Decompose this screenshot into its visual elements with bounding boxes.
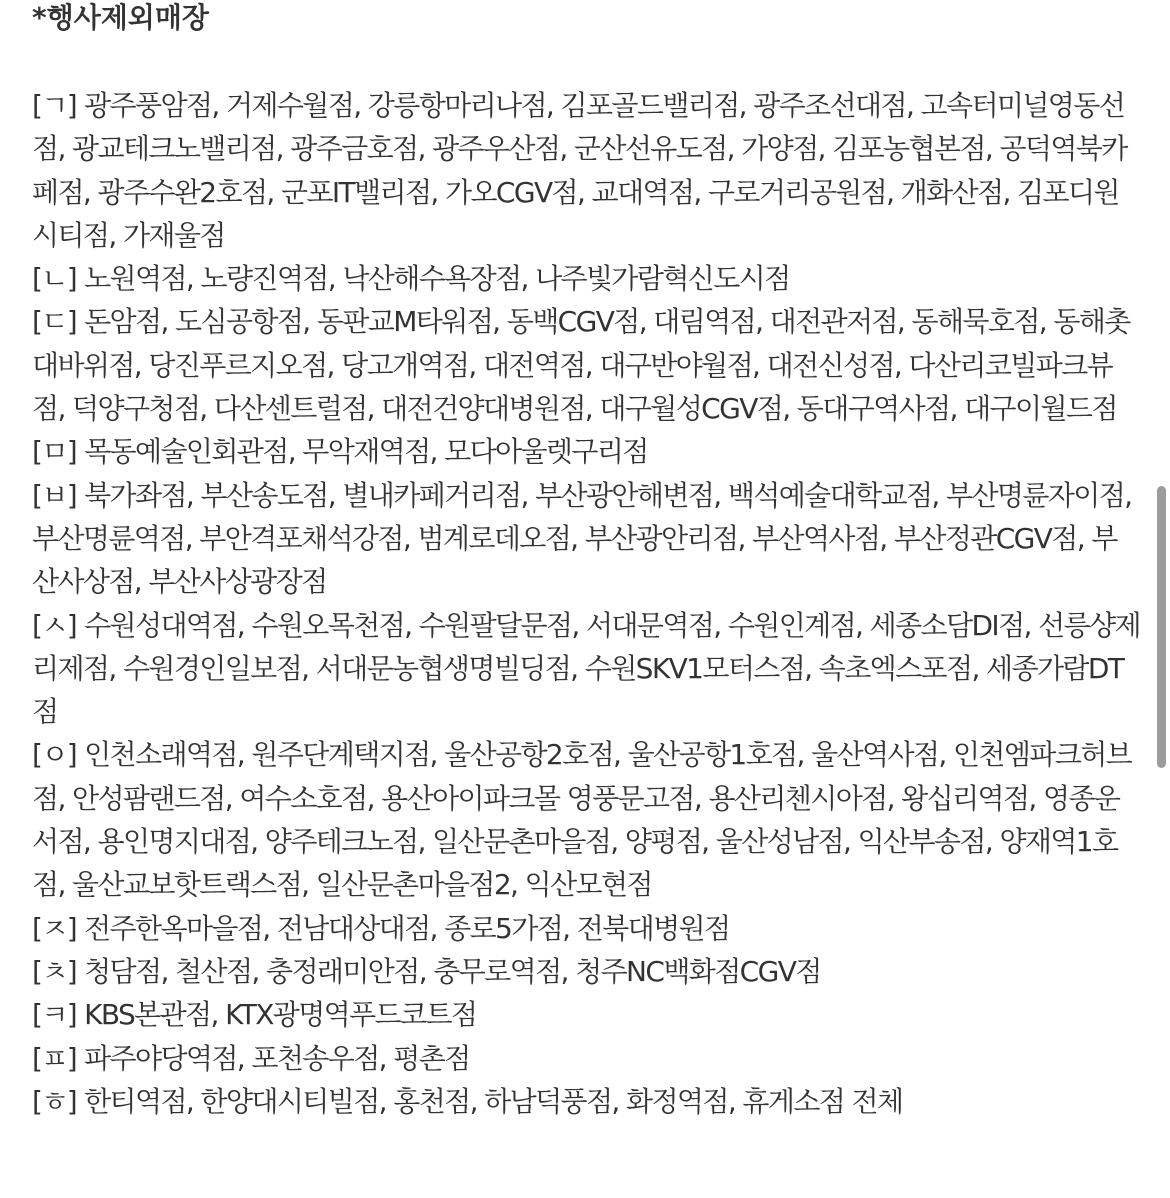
store-group-kieuk xyxy=(32,993,1140,1036)
store-group-giyeok xyxy=(32,84,1140,257)
group-index: [ㅈ] xyxy=(32,911,77,945)
store-group-bieup xyxy=(32,474,1140,604)
group-stores: 파주야당역점, 포천송우점, 평촌점 xyxy=(84,1041,470,1075)
group-stores: 북가좌점, 부산송도점, 별내카페거리점, 부산광안해변점, 백석예술대학교점, 부산명륜자이점, 부산명륜역점, 부안격포채석강점, 범계로데오점, 부산광안리점, 부산역사점, 부산정관CGV점, 부산사상점, 부산사상광장점 xyxy=(32,478,1132,599)
group-stores: 목동예술인회관점, 무악재역점, 모다아울렛구리점 xyxy=(84,435,648,469)
group-stores: 광주풍암점, 거제수월점, 강릉항마리나점, 김포골드밸리점, 광주조선대점, 고속터미널영동선점, 광교테크노밸리점, 광주금호점, 광주우산점, 군산선유도점, 가양점, 김포농협본점, 공덕역북카페점, 광주수완2호점, 군포IT밸리점, 가오CGV점, 교대역점, 구로거리공원점, 개화산점, 김포디원시티점, 가재울점 xyxy=(32,89,1127,252)
group-index: [ㅅ] xyxy=(32,608,77,642)
group-index: [ㅁ] xyxy=(32,435,77,469)
store-group-nieun xyxy=(32,257,1140,300)
group-index: [ㄴ] xyxy=(32,262,77,296)
group-stores: 수원성대역점, 수원오목천점, 수원팔달문점, 서대문역점, 수원인계점, 세종소담DI점, 선릉샹제리제점, 수원경인일보점, 서대문농협생명빌딩점, 수원SKV1모터스점, 속초엑스포점, 세종가람DT점 xyxy=(32,608,1140,729)
group-stores: 전주한옥마을점, 전남대상대점, 종로5가점, 전북대병원점 xyxy=(84,911,730,945)
group-index: [ㅎ] xyxy=(32,1084,77,1118)
group-stores: 돈암점, 도심공항점, 동판교M타워점, 동백CGV점, 대림역점, 대전관저점, 동해묵호점, 동해촛대바위점, 당진푸르지오점, 당고개역점, 대전역점, 대구반야월점, 대전신성점, 다산리코빌파크뷰점, 덕양구청점, 다산센트럴점, 대전건양대병원점, 대구월성CGV점, 동대구역사점, 대구이월드점 xyxy=(32,305,1130,426)
store-group-digeut xyxy=(32,300,1140,430)
group-index: [ㅂ] xyxy=(32,478,77,512)
store-group-jieut xyxy=(32,907,1140,950)
store-list xyxy=(32,84,1140,1123)
group-index: [ㅊ] xyxy=(32,954,77,988)
group-stores: 노원역점, 노량진역점, 낙산해수욕장점, 나주빛가람혁신도시점 xyxy=(84,262,790,296)
group-stores: KBS본관점, KTX광명역푸드코트점 xyxy=(84,998,477,1032)
group-index: [ㅋ] xyxy=(32,998,77,1032)
notice-title: *행사제외매장 xyxy=(32,1,209,34)
store-group-mieum xyxy=(32,430,1140,473)
store-group-ieung xyxy=(32,733,1140,906)
store-group-hieut xyxy=(32,1080,1140,1123)
store-group-pieup xyxy=(32,1037,1140,1080)
group-index: [ㄷ] xyxy=(32,305,77,339)
store-group-chieut xyxy=(32,950,1140,993)
group-stores: 인천소래역점, 원주단계택지점, 울산공항2호점, 울산공항1호점, 울산역사점, 인천엠파크허브점, 안성팜랜드점, 여수소호점, 용산아이파크몰 영풍문고점, 용산리첸시아점, 왕십리역점, 영종운서점, 용인명지대점, 양주테크노점, 일산문촌마을점, 양평점, 울산성남점, 익산부송점, 양재역1호점, 울산교보핫트랙스점, 일산문촌마을점2, 익산모현점 xyxy=(32,738,1132,902)
excluded-stores-notice xyxy=(32,0,1140,1123)
group-stores: 청담점, 철산점, 충정래미안점, 충무로역점, 청주NC백화점CGV점 xyxy=(84,954,821,988)
group-index: [ㅇ] xyxy=(32,738,77,772)
group-index: [ㅍ] xyxy=(32,1041,77,1075)
group-stores: 한티역점, 한양대시티빌점, 홍천점, 하남덕풍점, 화정역점, 휴게소점 전체 xyxy=(84,1084,903,1118)
scrollbar-thumb[interactable] xyxy=(1157,486,1166,768)
group-index: [ㄱ] xyxy=(32,89,77,122)
store-group-siot xyxy=(32,604,1140,734)
